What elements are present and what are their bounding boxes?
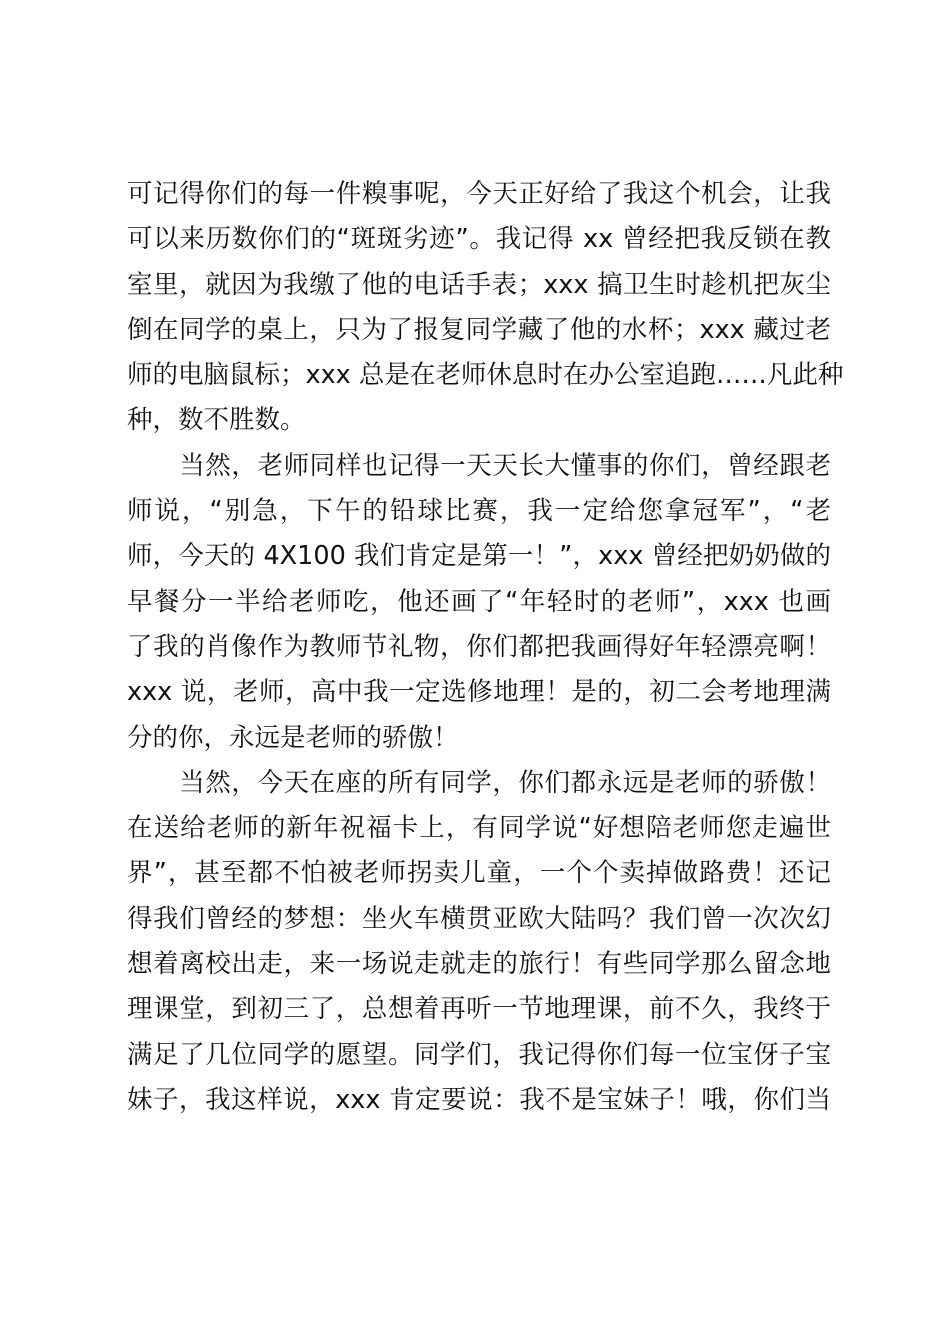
text-line: 倒在同学的桌上，只为了报复同学藏了他的水杯；xxx 藏过老 bbox=[127, 314, 831, 345]
text-line: 在送给老师的新年祝福卡上，有同学说“好想陪老师您走遍世 bbox=[127, 813, 831, 844]
text-line: 师说，“别急，下午的铅球比赛，我一定给您拿冠军”，“老 bbox=[127, 496, 831, 527]
text-line: 可以来历数你们的“斑斑劣迹”。我记得 xx 曾经把我反锁在教 bbox=[127, 224, 831, 255]
text-line: xxx 说，老师，高中我一定选修地理！是的，初二会考地理满 bbox=[127, 677, 831, 708]
body-text bbox=[127, 172, 844, 1123]
text-line: 妹子，我这样说，xxx 肯定要说：我不是宝妹子！哦，你们当 bbox=[127, 1084, 831, 1115]
text-line: 了我的肖像作为教师节礼物，你们都把我画得好年轻漂亮啊！ bbox=[127, 631, 831, 662]
text-line: 室里，就因为我缴了他的电话手表；xxx 搞卫生时趁机把灰尘 bbox=[127, 269, 831, 300]
paragraph-2 bbox=[127, 444, 831, 761]
text-line: 得我们曾经的梦想：坐火车横贯亚欧大陆吗？我们曾一次次幻 bbox=[127, 903, 831, 934]
text-line: 当然，今天在座的所有同学，你们都永远是老师的骄傲！ bbox=[127, 767, 831, 798]
text-line: 满足了几位同学的愿望。同学们，我记得你们每一位宝伢子宝 bbox=[127, 1039, 831, 1070]
text-line: 分的你，永远是老师的骄傲！ bbox=[127, 722, 459, 753]
text-line: 想着离校出走，来一场说走就走的旅行！有些同学那么留念地 bbox=[127, 949, 831, 980]
text-line: 理课堂，到初三了，总想着再听一节地理课，前不久，我终于 bbox=[127, 994, 831, 1025]
text-line: 种，数不胜数。 bbox=[127, 405, 306, 436]
text-line: 可记得你们的每一件糗事呢，今天正好给了我这个机会，让我 bbox=[127, 179, 831, 209]
text-line: 当然，老师同样也记得一天天长大懂事的你们，曾经跟老 bbox=[127, 450, 831, 481]
paragraph-3 bbox=[127, 761, 831, 1123]
text-line: 师，今天的 4X100 我们肯定是第一！”，xxx 曾经把奶奶做的 bbox=[127, 541, 831, 572]
text-line: 早餐分一半给老师吃，他还画了“年轻时的老师”，xxx 也画 bbox=[127, 586, 831, 617]
text-line: 师的电脑鼠标；xxx 总是在老师休息时在办公室追跑……凡此种 bbox=[127, 360, 844, 391]
text-line: 界”，甚至都不怕被老师拐卖儿童，一个个卖掉做路费！还记 bbox=[127, 858, 831, 889]
paragraph-1 bbox=[127, 172, 844, 444]
